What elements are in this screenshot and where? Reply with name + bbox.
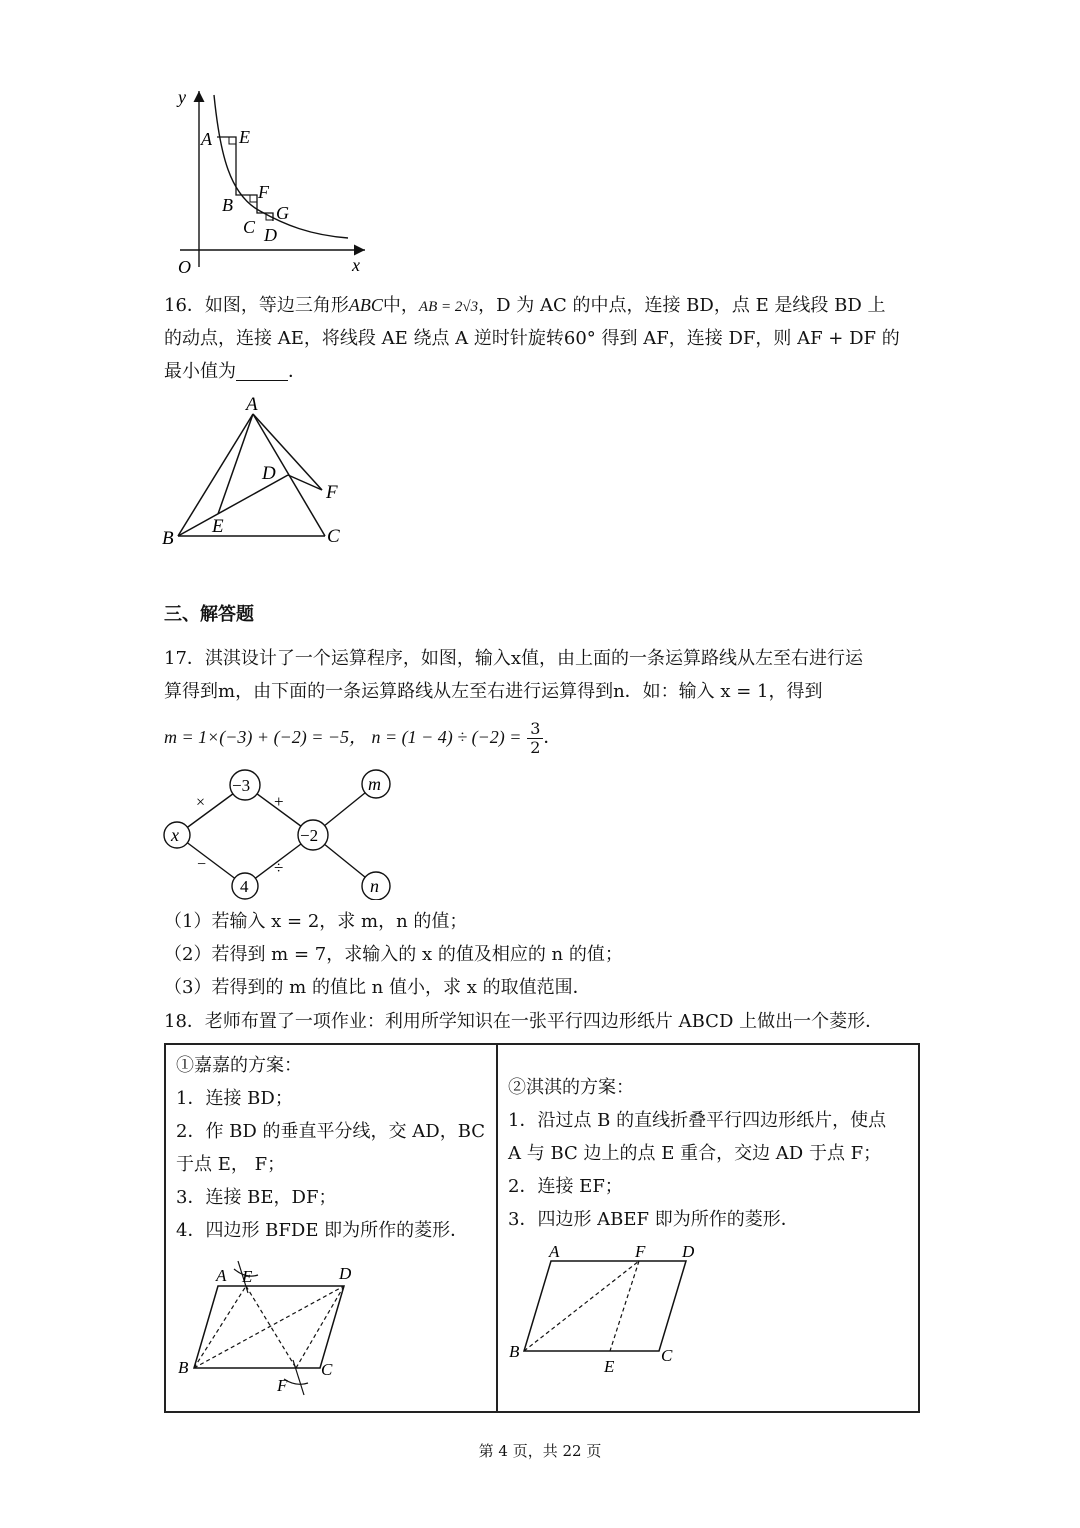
frac-num: 3 xyxy=(527,720,543,739)
y-label: y xyxy=(178,87,186,107)
seg-ae xyxy=(218,414,253,514)
page-footer: 第 4 页，共 22 页 xyxy=(478,1442,602,1460)
q17-end: ． xyxy=(543,727,562,748)
seg-bd xyxy=(178,475,288,536)
q17-line2: 算得到m，由下面的一条运算路线从左至右进行运算得到n．如：输入 x = 1，得到 xyxy=(164,681,823,702)
q18-plan-table xyxy=(164,1043,920,1413)
right-c-label: C xyxy=(661,1346,673,1365)
left-step2b: 于点 E， F； xyxy=(176,1154,286,1175)
left-d-label: D xyxy=(339,1264,352,1283)
left-b-label: B xyxy=(178,1358,189,1377)
left-a-label: A xyxy=(216,1266,227,1285)
q17-example: m = 1×(−3) + (−2) = −5， n = (1 − 4) ÷ (−2) = xyxy=(164,727,522,747)
right-e-label: E xyxy=(604,1357,615,1376)
q17-line1: 17．淇淇设计了一个运算程序，如图，输入x值，由上面的一条运算路线从左至右进行运 xyxy=(164,648,864,669)
left-parallelogram-figure xyxy=(176,1253,376,1403)
left-title: ①嘉嘉的方案： xyxy=(176,1055,302,1076)
right-step1b: A 与 BC 边上的点 E 重合，交边 AD 于点 F； xyxy=(508,1143,882,1164)
table-divider xyxy=(496,1045,498,1411)
node-x-label: x xyxy=(171,825,179,845)
right-d-label: D xyxy=(682,1242,695,1261)
fold-bf xyxy=(524,1261,639,1351)
point-c-label: C xyxy=(243,217,256,237)
left-step3: 3．连接 BE，DF； xyxy=(176,1187,337,1208)
point-g-label: G xyxy=(276,203,289,223)
left-step4: 4．四边形 BFDE 即为所作的菱形． xyxy=(176,1220,469,1241)
right-a-label: A xyxy=(549,1242,560,1261)
right-step2: 2．连接 EF； xyxy=(508,1176,623,1197)
q17-sub2: （2）若得到 m = 7，求输入的 x 的值及相应的 n 的值； xyxy=(164,944,623,965)
q16-triangle-figure xyxy=(160,390,360,550)
q18-intro: 18．老师布置了一项作业：利用所学知识在一张平行四边形纸片 ABCD 上做出一个菱形． xyxy=(164,1011,884,1032)
left-f-label: F xyxy=(277,1376,288,1395)
right-title: ②淇淇的方案： xyxy=(508,1077,634,1098)
node-n-label: n xyxy=(370,876,379,896)
perp-bisector xyxy=(246,1286,296,1368)
answer-blank[interactable] xyxy=(236,358,288,381)
section-heading: 三、解答题 xyxy=(164,604,254,625)
tri-e-label: E xyxy=(212,516,224,537)
point-f-label: F xyxy=(258,182,269,202)
graph-15-figure xyxy=(160,85,380,280)
q17-sub3: （3）若得到的 m 的值比 n 值小，求 x 的取值范围． xyxy=(164,977,591,998)
right-step1a: 1．沿过点 B 的直线折叠平行四边形纸片，使点 xyxy=(508,1110,887,1131)
tri-c-label: C xyxy=(327,526,340,547)
node-4-label: 4 xyxy=(240,877,249,896)
op-minus: − xyxy=(197,856,207,873)
seg-ef xyxy=(610,1261,639,1351)
left-step1: 1．连接 BD； xyxy=(176,1088,293,1109)
frac-den: 2 xyxy=(530,737,541,757)
point-a-label: A xyxy=(201,129,212,149)
q16-text-a: 16．如图，等边三角形 xyxy=(164,295,349,316)
x-label: x xyxy=(352,255,360,275)
tri-a-label: A xyxy=(246,394,258,415)
point-d-label: D xyxy=(264,225,277,245)
right-step3: 3．四边形 ABEF 即为所作的菱形． xyxy=(508,1209,799,1230)
fraction-three-halves xyxy=(527,720,543,757)
seg-be xyxy=(194,1286,246,1368)
op-times: × xyxy=(196,794,206,811)
q16-line1 xyxy=(164,288,886,324)
parallelogram-abcd-right xyxy=(524,1261,686,1351)
left-step2a: 2．作 BD 的垂直平分线，交 AD，BC xyxy=(176,1121,486,1142)
q17-program-diagram xyxy=(160,765,400,900)
left-c-label: C xyxy=(321,1360,333,1379)
seg-df2 xyxy=(296,1286,344,1368)
q16-text-b: 中， xyxy=(382,295,419,316)
tri-d-label: D xyxy=(262,463,276,484)
q16-line3 xyxy=(164,355,306,389)
tri-f-label: F xyxy=(326,482,338,503)
point-b-label: B xyxy=(222,195,233,215)
node-neg3-label: −3 xyxy=(232,776,251,795)
op-plus: + xyxy=(274,792,284,811)
diag-bd xyxy=(194,1286,344,1368)
q16-equation: AB = 2√3 xyxy=(418,299,479,315)
right-parallelogram-figure xyxy=(506,1241,716,1376)
tri-b-label: B xyxy=(162,528,174,549)
origin-label: O xyxy=(178,257,191,277)
point-e-label: E xyxy=(239,127,250,147)
op-divide: ÷ xyxy=(274,858,284,877)
left-e-label: E xyxy=(242,1267,253,1286)
node-m-label: m xyxy=(368,774,381,794)
q16-line2: 的动点，连接 AE，将线段 AE 绕点 A 逆时针旋转60° 得到 AF，连接 DF，则 AF + DF 的 xyxy=(164,328,900,349)
q16-text-e: ． xyxy=(288,361,306,382)
right-f-label: F xyxy=(635,1242,646,1261)
q16-text-c: ，D 为 AC 的中点，连接 BD，点 E 是线段 BD 上 xyxy=(478,295,886,316)
q16-text-d: 最小值为 xyxy=(164,361,236,382)
arc-bot-2 xyxy=(293,1360,304,1395)
arc-bot-1 xyxy=(284,1379,308,1384)
q16-abc: ABC xyxy=(348,295,383,315)
node-neg2-label: −2 xyxy=(300,826,319,845)
right-b-label: B xyxy=(509,1342,520,1361)
q17-sub1: （1）若输入 x = 2，求 m，n 的值； xyxy=(164,911,468,932)
q17-line3 xyxy=(164,718,561,757)
